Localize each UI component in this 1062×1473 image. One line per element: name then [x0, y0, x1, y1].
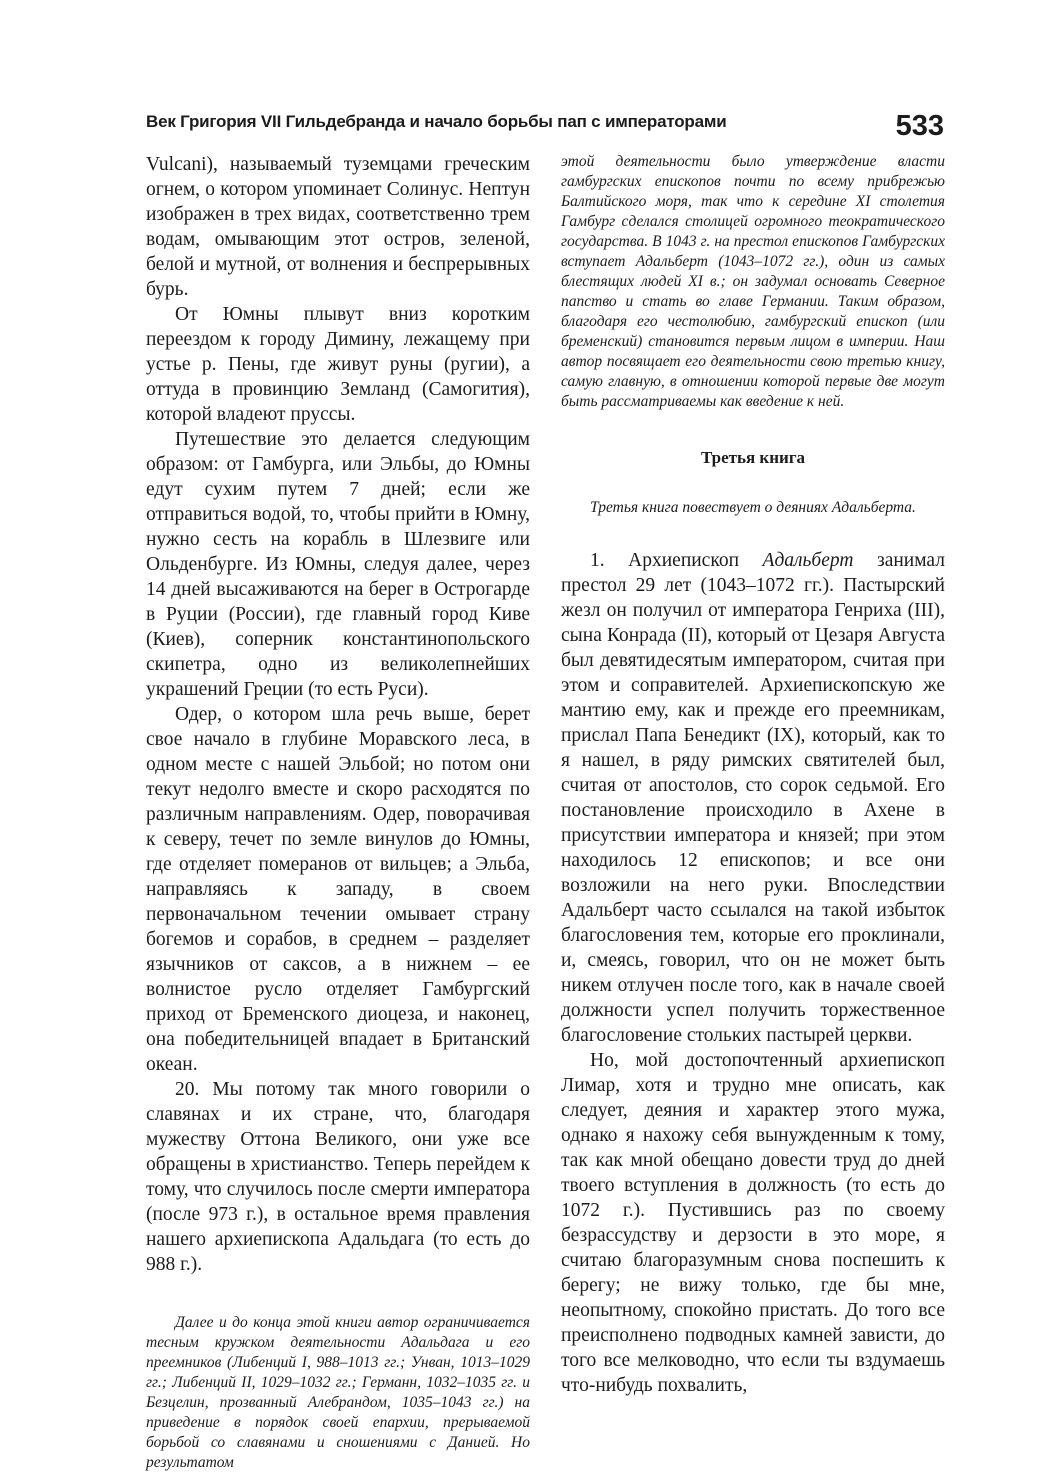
name-adalbert: Адальберт: [762, 550, 854, 571]
right-column: [561, 152, 945, 1398]
paragraph: [561, 548, 945, 1048]
paragraph: От Юмны плывут вниз коротким переездом к городу Димину, лежащему при устье р. Пены, где живут руны (ругии), а оттуда в провинцию Земланд (Самогития), которой владеют пруссы.: [146, 304, 530, 425]
paragraph: Но, мой достопочтенный архиепископ Лимар, хотя и трудно мне описать, как следует, деяния и характер этого мужа, однако я нахожу себя вынужденным к тому, так как мной обещано довести труд до дней твоего вступления в должность (то есть до 1072 г.). Пустившись раз по своему безрассудству и дерзости в это море, я считаю благоразумным снова поспешить к берегу; не вижу только, где бы мне, неопытному, спокойно пристать. До того все преисполнено подводных камней зависти, до того все мелководно, что если ты вздумаешь что-нибудь похвалить,: [561, 1050, 945, 1396]
page-number: 533: [895, 110, 944, 142]
left-column: [146, 152, 530, 1473]
paragraph-text: занимал престол 29 лет (1043–1072 гг.). Пастырский жезл он получил от императора Генриха (III), сына Конрада (II), который от Цезаря Августа был девятидесятым императором, считая при этом и соправителей. Архиепископскую же мантию ему, как и прежде его преемникам, прислал Папа Бенедикт (IX), который, как то я нашел, в ряду римских святителей был, считая от апостолов, сто сорок седьмой. Его постановление происходило в Ахене в присутствии императора и князей; при этом находилось 12 епископов; и все они возложили на него руки. Впоследствии Адальберт часто ссылался на такой избыток благословения тем, которые его проклинали, и, смеясь, говорил, что он не может быть никем отлучен после того, как в начале своей должности успел получить торжественное благословение стольких пастырей церкви.: [561, 550, 945, 1046]
paragraph: Vulcani), называемый туземцами греческим огнем, о котором упоминает Солинус. Нептун изображен в трех видах, соответственно трем водам, омывающим этот остров, зеленой, белой и мутной, от волнения и беспрерывных бурь.: [146, 154, 530, 300]
paragraph: Одер, о котором шла речь выше, берет свое начало в глубине Моравского леса, в одном месте с нашей Эльбой; но потом они текут недолго вместе и скоро расходятся по различным направлениям. Одер, поворачивая к северу, течет по земле винулов до Юмны, где отделяет померанов от вильцев; а Эльба, направляясь к западу, в своем первоначальном течении омывает страну богемов и сорабов, в среднем – разделяет язычников от саксов, а в нижнем – ее волнистое русло отделяет Гамбургский приход от Бременского диоцеза, и наконец, она победительницей впадает в Британский океан.: [146, 704, 530, 1075]
running-title: Век Григория VII Гильдебранда и начало борьбы пап с императорами: [146, 112, 727, 131]
book-summary: Третья книга повествует о деяниях Адальберта.: [590, 499, 916, 516]
editor-note: Далее и до конца этой книги автор ограничивается тесным кружком деятельности Адальдага и его преемников (Либенций I, 988–1013 гг.; Унван, 1013–1029 гг.; Либенций II, 1029–1032 гг.; Германн, 1032–1035 гг. и Безцелин, прозванный Алебрандом, 1035–1043 гг.) на приведение в порядок своей епархии, прерываемой борьбой со славянами и сношениями с Данией. Но результатом: [146, 1314, 530, 1471]
paragraph: Путешествие это делается следующим образом: от Гамбурга, или Эльбы, до Юмны едут сухим путем 7 дней; если же отправиться водой, то, чтобы прийти в Юмну, нужно сесть на корабль в Шлезвиге или Ольденбурге. Из Юмны, следуя далее, через 14 дней высаживаются на берег в Острогарде в Руции (России), где главный город Киве (Киев), соперник константинопольского скипетра, одно из великолепнейших украшений Греции (то есть Руси).: [146, 429, 530, 700]
editor-note-continued: этой деятельности было утверждение власти гамбургских епископов почти по всему прибрежью Балтийского моря, так что к середине XI столетия Гамбург сделался столицей огромного теократического государства. В 1043 г. на престол епископов Гамбургских вступает Адальберт (1043–1072 гг.), один из самых блестящих людей XI в.; он задумал основать Северное папство и стать во главе Германии. Таким образом, благодаря его честолюбию, гамбургский епископ (или бременский) становится первым лицом в империи. Наш автор посвящает его деятельности свою третью книгу, самую главную, в отношении которой первые две могут быть рассматриваемы как введение к ней.: [561, 153, 945, 410]
paragraph-text: 1. Архиепископ: [590, 550, 763, 571]
paragraph: 20. Мы потому так много говорили о славянах и их стране, что, благодаря мужеству Оттона Великого, они уже все обращены в христианство. Теперь перейдем к тому, что случилось после смерти императора (после 973 г.), в остальное время правления нашего архиепископа Адальдага (то есть до 988 г.).: [146, 1079, 530, 1275]
section-heading: Третья книга: [700, 448, 806, 467]
